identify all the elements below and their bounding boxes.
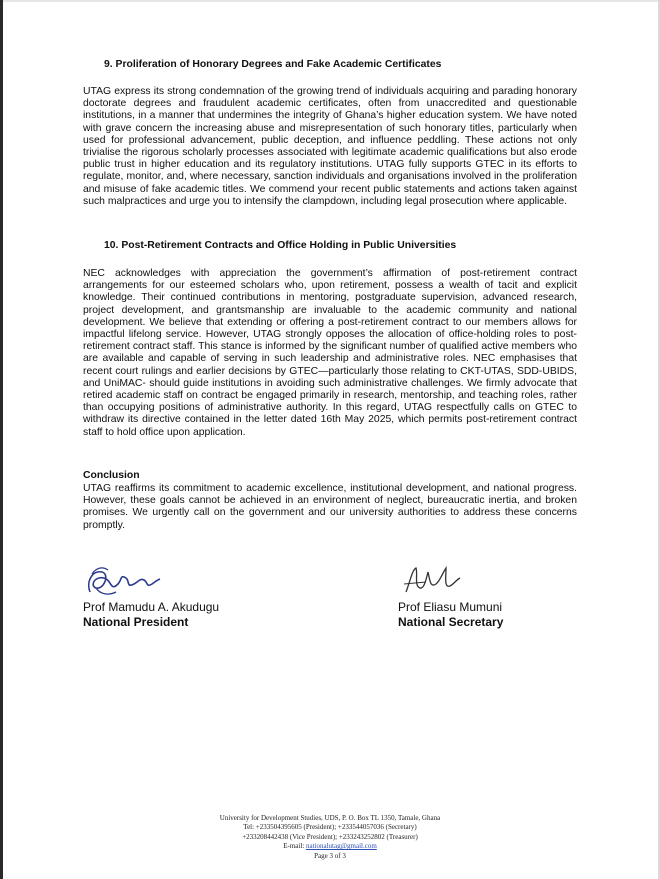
footer-address: University for Development Studies, UDS, P. O. Box TL 1350, Tamale, Ghana: [219, 814, 441, 822]
footer-telephone-1: Tel: +233504395605 (President); +233544057036 (Secretary): [243, 823, 417, 832]
page-top-edge: [0, 0, 660, 2]
footer-email-link[interactable]: nationalutag@gmail.com: [305, 842, 377, 851]
secretary-signature: [400, 562, 464, 596]
secretary-title: National Secretary: [398, 615, 504, 629]
section-9-heading: 9. Proliferation of Honorary Degrees and Fake Academic Certificates: [104, 59, 442, 70]
footer-telephone-2: +233208442438 (Vice President); +233243252802 (Treasurer): [242, 832, 418, 841]
footer-page-number: Page 3 of 3: [314, 851, 346, 860]
conclusion-title: Conclusion: [83, 470, 140, 481]
president-name: Prof Mamudu A. Akudugu: [83, 600, 220, 614]
section-9-body: UTAG express its strong condemnation of the growing trend of individuals acquiring and parading honorary doctorate degrees and fraudulent academic certificates, often from unaccredited and questionable institutions, in a manner that undermines the integrity of Ghana’s higher education system. We have noted with grave concern the increasing abuse and misrepresentation of such honorary titles, particularly when used for professional advancement, public deception, and influence peddling. These actions not only trivialise the rigorous scholarly processes associated with legitimate academic qualifications but also erode public trust in higher education and its regulatory institutions. UTAG fully supports GTEC in its efforts to regulate, monitor, and, where necessary, sanction individuals and organisations involved in the proliferation and misuse of fake academic titles. We commend your recent public statements and actions taken against such malpractices and urge you to intensify the clampdown, including legal prosecution where applicable.: [83, 86, 577, 207]
letterhead-footer: [130, 814, 530, 861]
president-title: National President: [83, 615, 189, 629]
secretary-name: Prof Eliasu Mumuni: [398, 600, 503, 614]
president-signature: [82, 562, 162, 600]
page-left-border: [0, 0, 3, 879]
conclusion-body: UTAG reaffirms its commitment to academic excellence, institutional development, and national progress. However, these goals cannot be achieved in an environment of neglect, bureaucratic inertia, and broken promises. We urgently call on the government and our university authorities to address these concerns promptly.: [83, 483, 577, 531]
section-10-heading: 10. Post-Retirement Contracts and Office Holding in Public Universities: [104, 240, 457, 251]
section-10-body: NEC acknowledges with appreciation the government’s affirmation of post-retirement contract arrangements for our esteemed scholars who, upon retirement, possess a wealth of tacit and explicit knowledge. Their continued contributions in mentoring, postgraduate supervision, advanced research, project development, and grantsmanship are invaluable to the academic community and national development. We believe that extending or offering a post-retirement contract to our members allows for impactful lifelong service. However, UTAG strongly opposes the allocation of office-holding roles to post-retirement contract staff. This stance is informed by the significant number of qualified active members who are available and capable of serving in such leadership and administrative roles. NEC emphasises that recent court rulings and earlier decisions by GTEC—particularly those relating to CKT-UTAS, SDD-UBIDS, and UniMAC- should guide institutions in avoiding such administrative challenges. We firmly advocate that retired academic staff on contract be engaged primarily in research, mentorship, and teaching roles, rather than occupying positions of administrative authority. In this regard, UTAG respectfully calls on GTEC to withdraw its directive contained in the letter dated 16th May 2025, which permits post-retirement contract staff to hold office upon application.: [83, 268, 577, 438]
footer-email-label: E-mail:: [283, 842, 306, 851]
footer-email-line: [130, 842, 530, 851]
